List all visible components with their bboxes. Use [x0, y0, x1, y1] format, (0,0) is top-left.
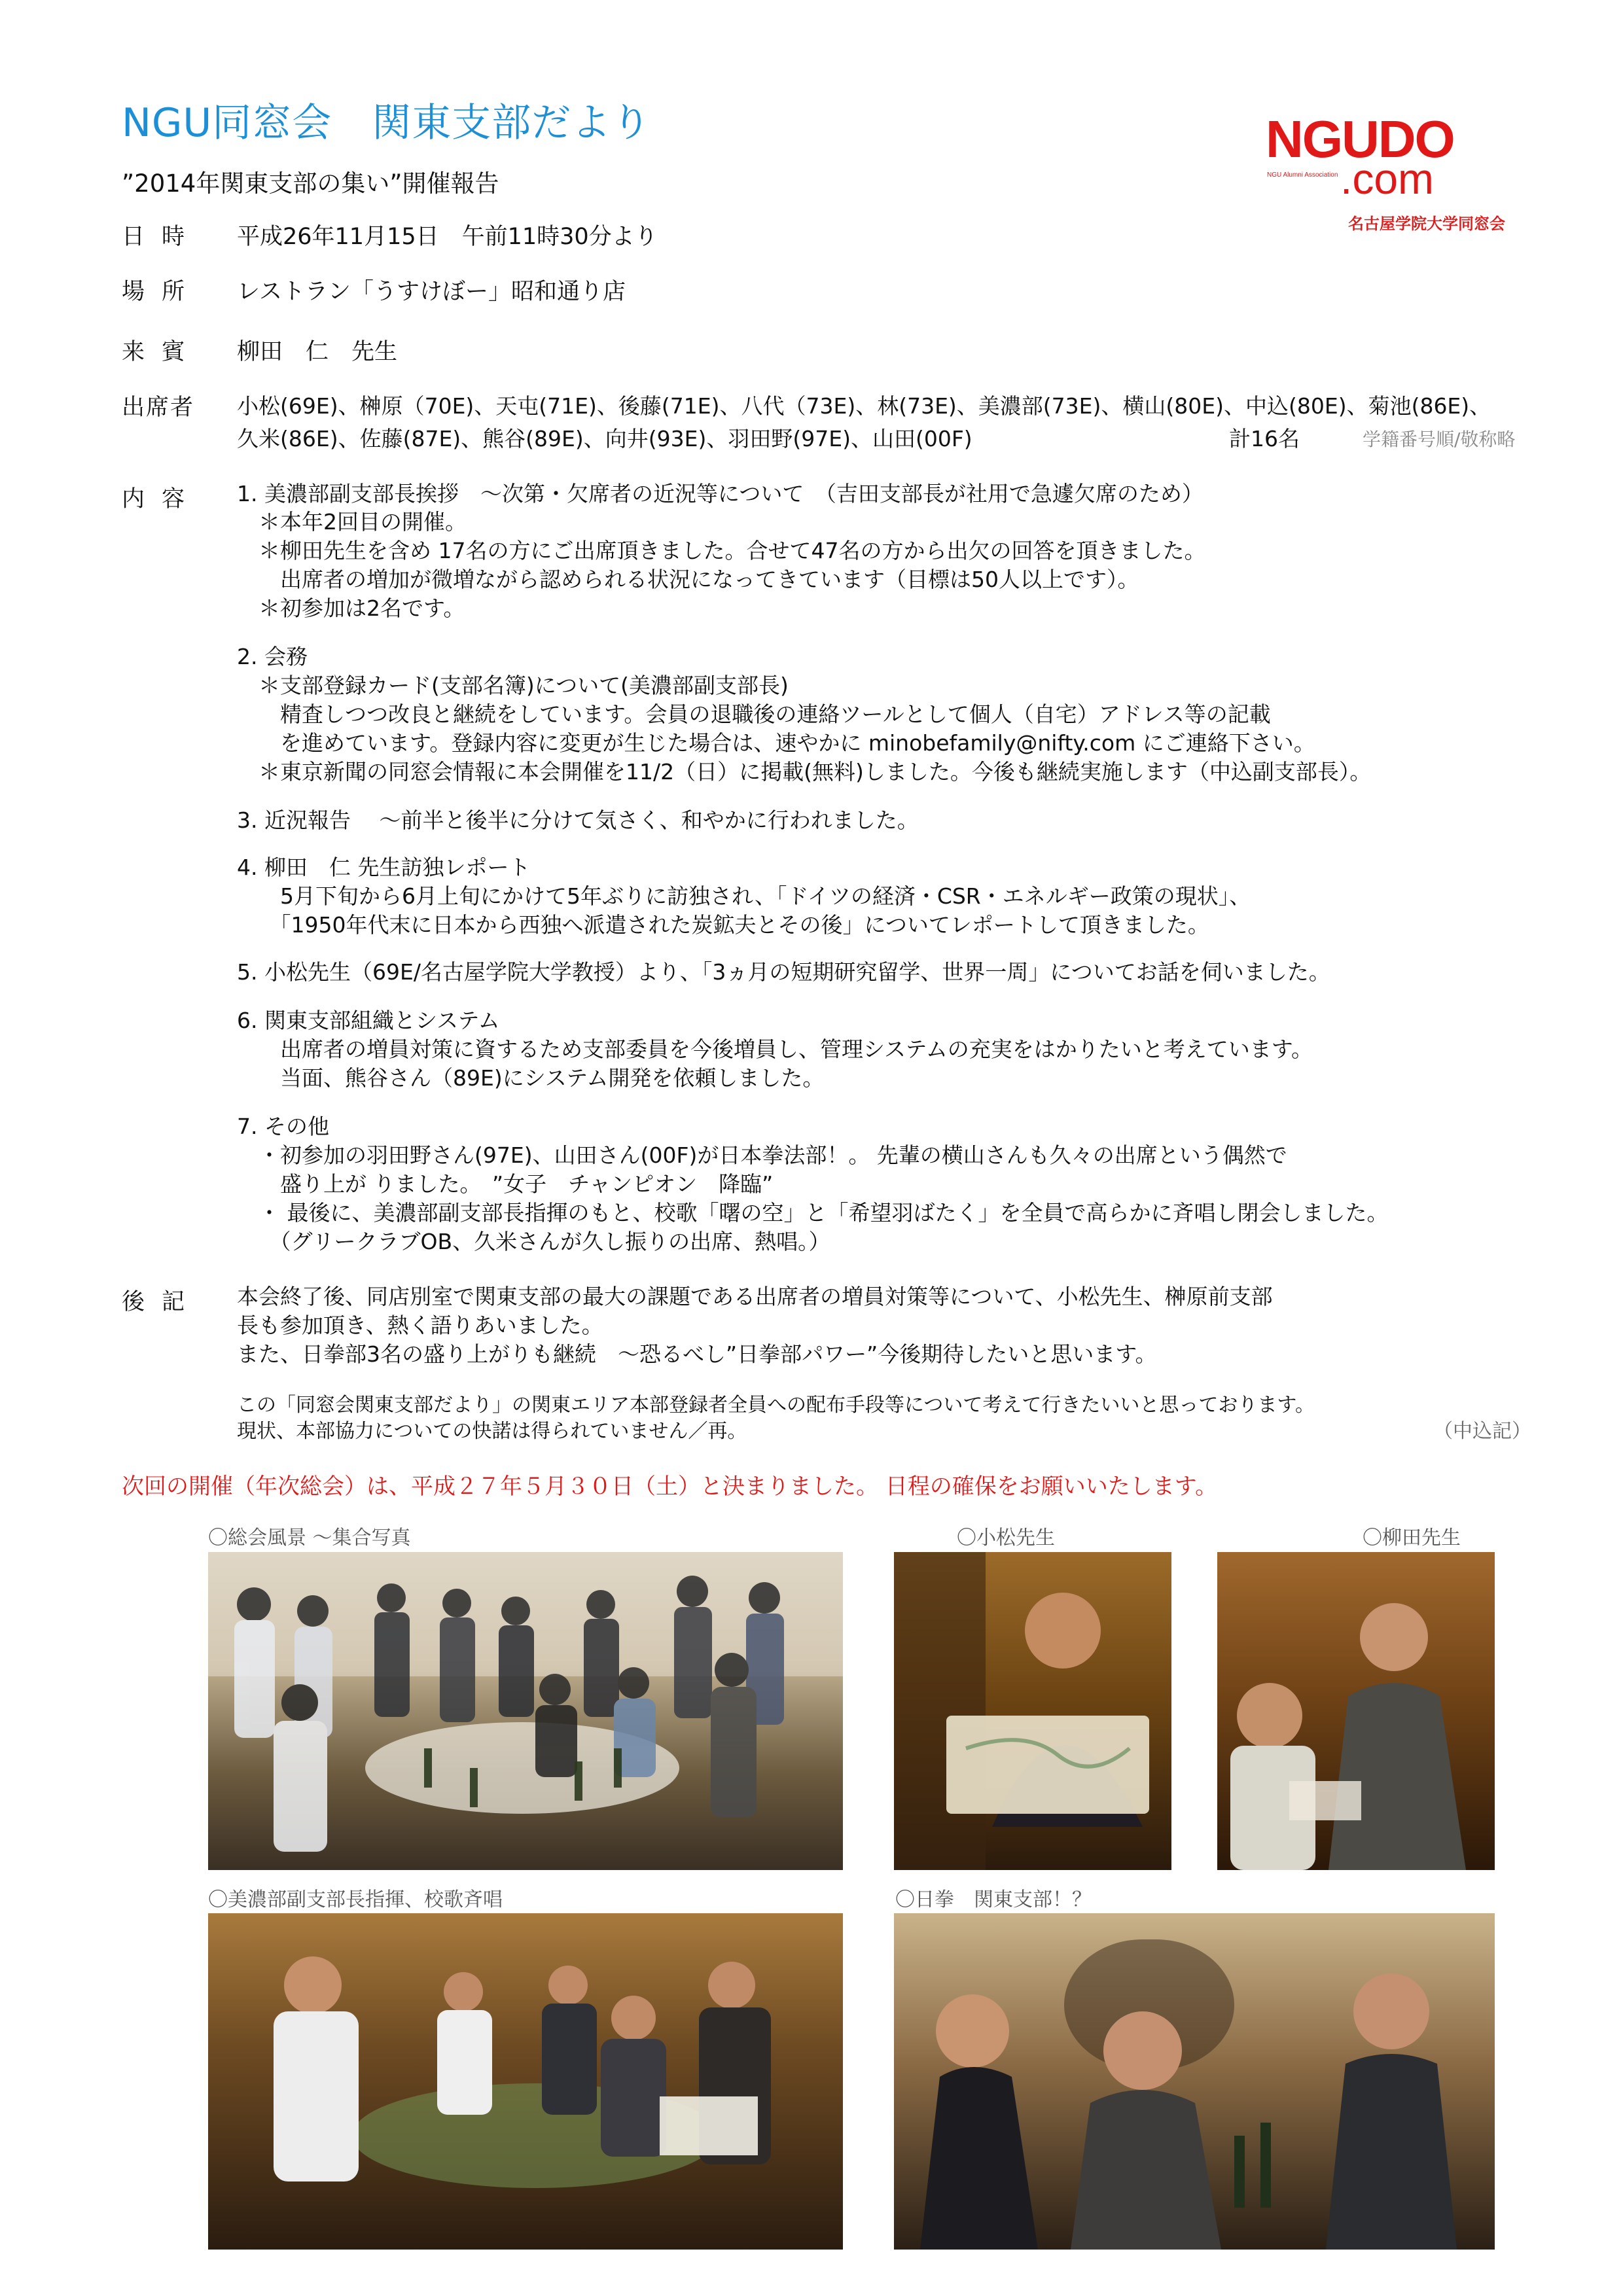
attendees-label: 出席者 — [122, 395, 195, 421]
content-line: 出席者の増加が微増ながら認められる状況になってきています（目標は50人以上です）。 — [237, 567, 1139, 592]
postscript-line: また、日拳部3名の盛り上がりも継続 ～恐るべし”日拳部パワー”今後期待したいと思います。 — [237, 1341, 1157, 1367]
content-line: 4. 柳田 仁 先生訪独レポート — [237, 855, 531, 880]
group-photo — [208, 1552, 843, 1870]
content-line: 5. 小松先生（69E/名古屋学院大学教授）より、「3ヵ月の短期研究留学、世界一周」についてお話を伺いました。 — [237, 959, 1330, 985]
komatsu-photo — [894, 1552, 1171, 1870]
postscript-signature: （中込記） — [1433, 1420, 1531, 1443]
photo-caption-school-song: 〇美濃部副支部長指揮、校歌斉唱 — [208, 1888, 503, 1911]
content-line: 6. 関東支部組織とシステム — [237, 1008, 500, 1033]
photo-caption-yanagita: 〇柳田先生 — [1363, 1527, 1461, 1549]
content-line: 2. 会務 — [237, 644, 308, 669]
attendees-total: 計16名 — [1229, 426, 1300, 451]
guest-value: 柳田 仁 先生 — [237, 339, 398, 365]
content-line: 盛り上が りました。 ”女子 チャンピオン 降臨” — [237, 1171, 774, 1197]
ngudo-logo-graphic — [1263, 111, 1538, 236]
date-value: 平成26年11月15日 午前11時30分より — [237, 224, 658, 250]
postscript-line: 長も参加頂き、熱く語りあいました。 — [237, 1313, 603, 1338]
newsletter-title: NGU同窓会 関東支部だより — [122, 100, 652, 146]
content-line: 3. 近況報告 ～前半と後半に分けて気さく、和やかに行われました。 — [237, 807, 919, 833]
content-line: 5月下旬から6月上旬にかけて5年ぶりに訪独され、「ドイツの経済・CSR・エネルギー政策の現状」、 — [237, 883, 1251, 909]
logo-caption: 名古屋学院大学同窓会 — [1348, 215, 1505, 233]
content-line: ・初参加の羽田野さん(97E)、山田さん(00F)が日本拳法部！。 先輩の横山さんも久々の出席という偶然で — [237, 1142, 1287, 1168]
yanagita-photo — [1217, 1552, 1495, 1870]
content-line: 7. その他 — [237, 1114, 329, 1139]
content-line: を進めています。登録内容に変更が生じた場合は、速やかに minobefamily@nifty.com にご連絡下さい。 — [237, 730, 1315, 756]
content-line: 精査しつつ改良と継続をしています。会員の退職後の連絡ツールとして個人（自宅）アドレス等の記載 — [237, 701, 1271, 727]
date-label: 日時 — [122, 224, 202, 250]
next-meeting-announcement: 次回の開催（年次総会）は、平成２７年５月３０日（土）と決まりました。 日程の確保をお願いいたします。 — [122, 1474, 1218, 1500]
content-line: ＊東京新聞の同窓会情報に本会開催を11/2（日）に掲載(無料)しました。今後も継続実施します（中込副支部長）。 — [237, 759, 1372, 785]
logo-tagline: NGU Alumni Association — [1267, 171, 1338, 179]
content-line: 「1950年代末に日本から西独へ派遣された炭鉱夫とその後」についてレポートして頂きました。 — [237, 912, 1209, 938]
postscript-line: 本会終了後、同店別室で関東支部の最大の課題である出席者の増員対策等について、小松先生、榊原前支部 — [237, 1284, 1273, 1309]
photo-caption-komatsu: 〇小松先生 — [957, 1527, 1055, 1549]
logo-com-text: .com — [1340, 154, 1435, 203]
photo-caption-group: 〇総会風景 ～集合写真 — [208, 1527, 411, 1549]
ngudo-logo — [1263, 111, 1538, 236]
postscript-label: 後記 — [122, 1289, 202, 1315]
content-line: 当面、熊谷さん（89E)にシステム開発を依頼しました。 — [237, 1065, 825, 1091]
attendees-line-2: 久米(86E)、佐藤(87E)、熊谷(89E)、向井(93E)、羽田野(97E)、山田(00F) — [237, 426, 972, 451]
postscript-note: この「同窓会関東支部だより」の関東エリア本部登録者全員への配布手段等について考えて行きたいいと思っております。 — [237, 1394, 1315, 1417]
content-line: （グリークラブOB、久米さんが久し振りの出席、熱唱。） — [237, 1229, 830, 1254]
logo-main-text: NGUDO — [1266, 111, 1454, 168]
attendees-note: 学籍番号順/敬称略 — [1363, 429, 1516, 450]
content-line: ＊柳田先生を含め 17名の方にご出席頂きました。合せて47名の方から出欠の回答を頂きました。 — [237, 538, 1206, 563]
place-value: レストラン「うすけぼー」昭和通り店 — [237, 279, 626, 305]
content-line: ＊本年2回目の開催。 — [237, 509, 467, 535]
content-label: 内容 — [122, 486, 202, 512]
school-song-photo — [208, 1913, 843, 2250]
postscript-note: 現状、本部協力についての快諾は得られていません／再。 — [237, 1420, 747, 1443]
content-line: ＊支部登録カード(支部名簿)について(美濃部副支部長) — [237, 673, 789, 698]
content-line: 1. 美濃部副支部長挨拶 ～次第・欠席者の近況等について （吉田支部長が社用で急遽欠席のため） — [237, 481, 1204, 506]
photo-caption-nikken: 〇日拳 関東支部！？ — [895, 1888, 1092, 1911]
content-line: ・ 最後に、美濃部副支部長指揮のもと、校歌「曙の空」と「希望羽ばたく」を全員で高らかに斉唱し閉会しました。 — [237, 1200, 1389, 1226]
nikken-photo — [894, 1913, 1495, 2250]
guest-label: 来賓 — [122, 339, 202, 365]
report-subtitle: ”2014年関東支部の集い”開催報告 — [122, 169, 499, 198]
place-label: 場所 — [122, 279, 202, 305]
attendees-line-1: 小松(69E)、榊原（70E)、天屯(71E)、後藤(71E)、八代（73E)、林(73E)、美濃部(73E)、横山(80E)、中込(80E)、菊池(86E)、 — [237, 393, 1491, 419]
content-line: ＊初参加は2名です。 — [237, 595, 465, 621]
content-line: 出席者の増員対策に資するため支部委員を今後増員し、管理システムの充実をはかりたいと考えています。 — [237, 1036, 1313, 1062]
